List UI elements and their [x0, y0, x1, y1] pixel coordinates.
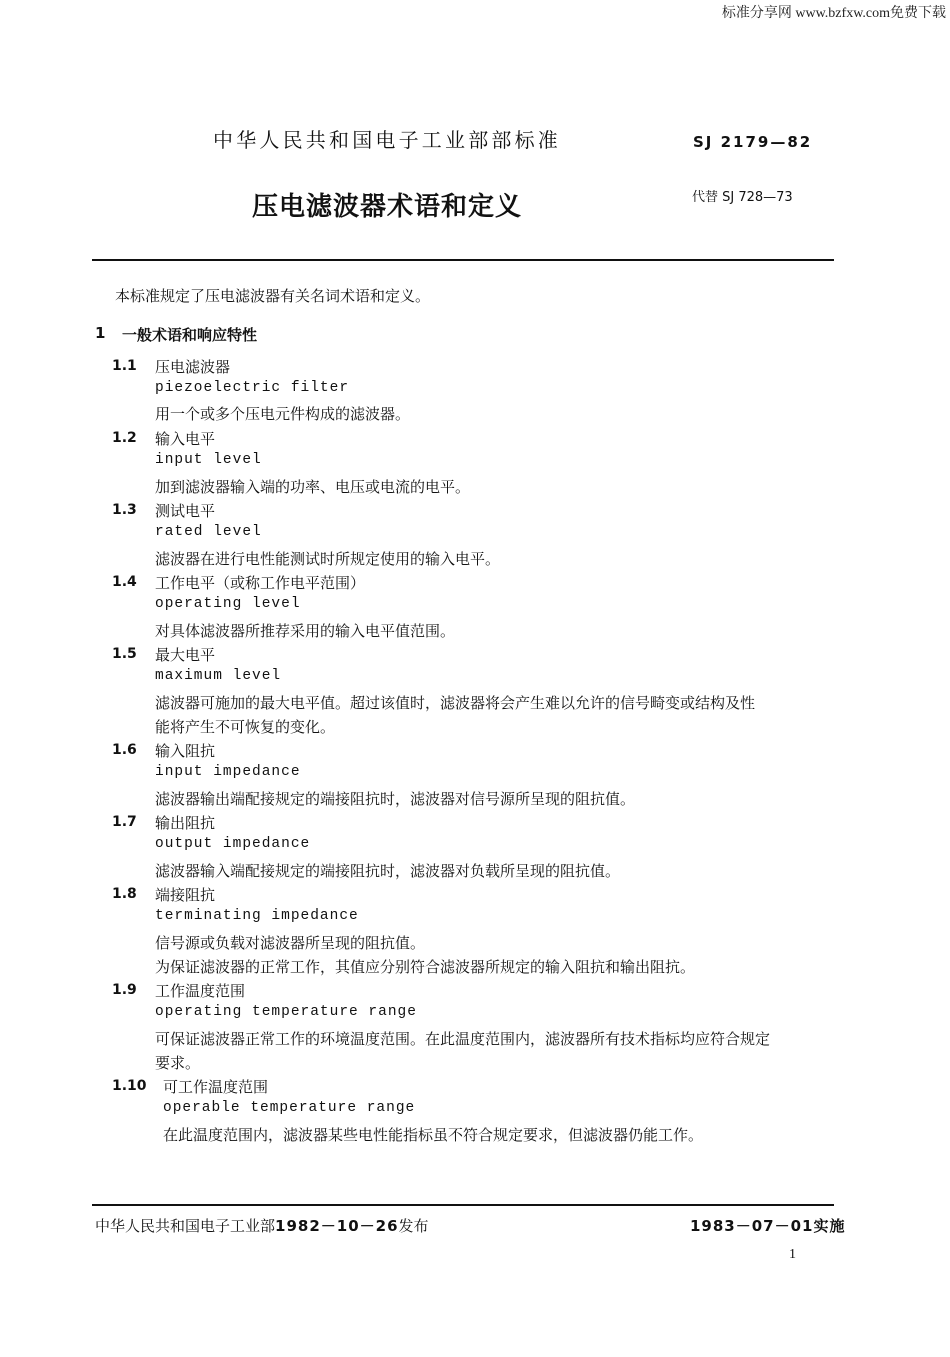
section-title: 一般术语和响应特性: [122, 326, 258, 344]
issuer: 中华人民共和国电子工业部: [95, 1217, 276, 1235]
term-chinese: 输出阻抗: [155, 814, 216, 832]
issue-suffix: 发布: [398, 1217, 429, 1235]
term-number: 1.6: [112, 742, 137, 758]
term-definition: 滤波器输出端配接规定的端接阻抗时，滤波器对信号源所呈现的阻抗值。: [155, 790, 636, 808]
watermark: 标准分享网 www.bzfxw.com免费下载: [721, 6, 946, 21]
term-chinese: 工作温度范围: [155, 982, 246, 1000]
term-english: operating level: [155, 596, 301, 612]
term-english: output impedance: [155, 836, 311, 852]
term-english: rated level: [155, 524, 262, 540]
term-number: 1.8: [112, 886, 137, 902]
term-definition: 加到滤波器输入端的功率、电压或电流的电平。: [155, 478, 471, 496]
term-definition-continued: 能将产生不可恢复的变化。: [155, 718, 336, 736]
term-english: maximum level: [155, 668, 282, 684]
issue-info: [95, 1215, 429, 1236]
issuing-organization: 中华人民共和国电子工业部部标准: [213, 128, 561, 152]
term-definition: 在此温度范围内，滤波器某些电性能指标虽不符合规定要求，但滤波器仍能工作。: [163, 1126, 704, 1144]
term-english: piezoelectric filter: [155, 380, 350, 396]
term-number: 1.2: [112, 430, 137, 446]
term-chinese: 测试电平: [155, 502, 216, 520]
standard-code: SJ 2179—82: [693, 133, 813, 151]
term-definition: 用一个或多个压电元件构成的滤波器。: [155, 405, 411, 423]
term-number: 1.7: [112, 814, 137, 830]
term-definition-continued: 要求。: [155, 1054, 201, 1072]
term-number: 1.4: [112, 574, 137, 590]
term-definition: 可保证滤波器正常工作的环境温度范围。在此温度范围内，滤波器所有技术指标均应符合规定: [155, 1030, 771, 1048]
term-chinese: 压电滤波器: [155, 358, 231, 376]
term-english: input level: [155, 452, 262, 468]
intro-paragraph: 本标准规定了压电滤波器有关名词术语和定义。: [115, 287, 431, 305]
replaces-standard: 代替 SJ 728—73: [692, 190, 793, 205]
term-definition: 滤波器在进行电性能测试时所规定使用的输入电平。: [155, 550, 501, 568]
term-chinese: 最大电平: [155, 646, 216, 664]
header-divider: [92, 259, 834, 261]
term-english: terminating impedance: [155, 908, 359, 924]
page-number: 1: [789, 1247, 796, 1262]
term-definition: 对具体滤波器所推荐采用的输入电平值范围。: [155, 622, 456, 640]
term-definition: 滤波器输入端配接规定的端接阻抗时，滤波器对负载所呈现的阻抗值。: [155, 862, 621, 880]
issue-date: 1982－10－26: [275, 1217, 399, 1235]
term-chinese: 输入阻抗: [155, 742, 216, 760]
term-definition: 滤波器可施加的最大电平值。超过该值时，滤波器将会产生难以允许的信号畸变或结构及性: [155, 694, 756, 712]
document-title: 压电滤波器术语和定义: [252, 192, 523, 222]
effective-date: 1983－07－01实施: [690, 1217, 846, 1235]
term-number: 1.9: [112, 982, 137, 998]
term-english: operating temperature range: [155, 1004, 417, 1020]
term-chinese: 输入电平: [155, 430, 216, 448]
term-number: 1.3: [112, 502, 137, 518]
term-chinese: 可工作温度范围: [163, 1078, 269, 1096]
footer-divider: [92, 1204, 834, 1206]
term-chinese: 工作电平（或称工作电平范围）: [155, 574, 366, 592]
section-number: 1: [95, 324, 106, 342]
term-number: 1.5: [112, 646, 137, 662]
term-english: operable temperature range: [163, 1100, 416, 1116]
term-english: input impedance: [155, 764, 301, 780]
term-number: 1.10: [112, 1078, 147, 1094]
term-chinese: 端接阻抗: [155, 886, 216, 904]
term-definition-note: 为保证滤波器的正常工作，其值应分别符合滤波器所规定的输入阻抗和输出阻抗。: [155, 958, 696, 976]
term-definition: 信号源或负载对滤波器所呈现的阻抗值。: [155, 934, 426, 952]
term-number: 1.1: [112, 358, 137, 374]
